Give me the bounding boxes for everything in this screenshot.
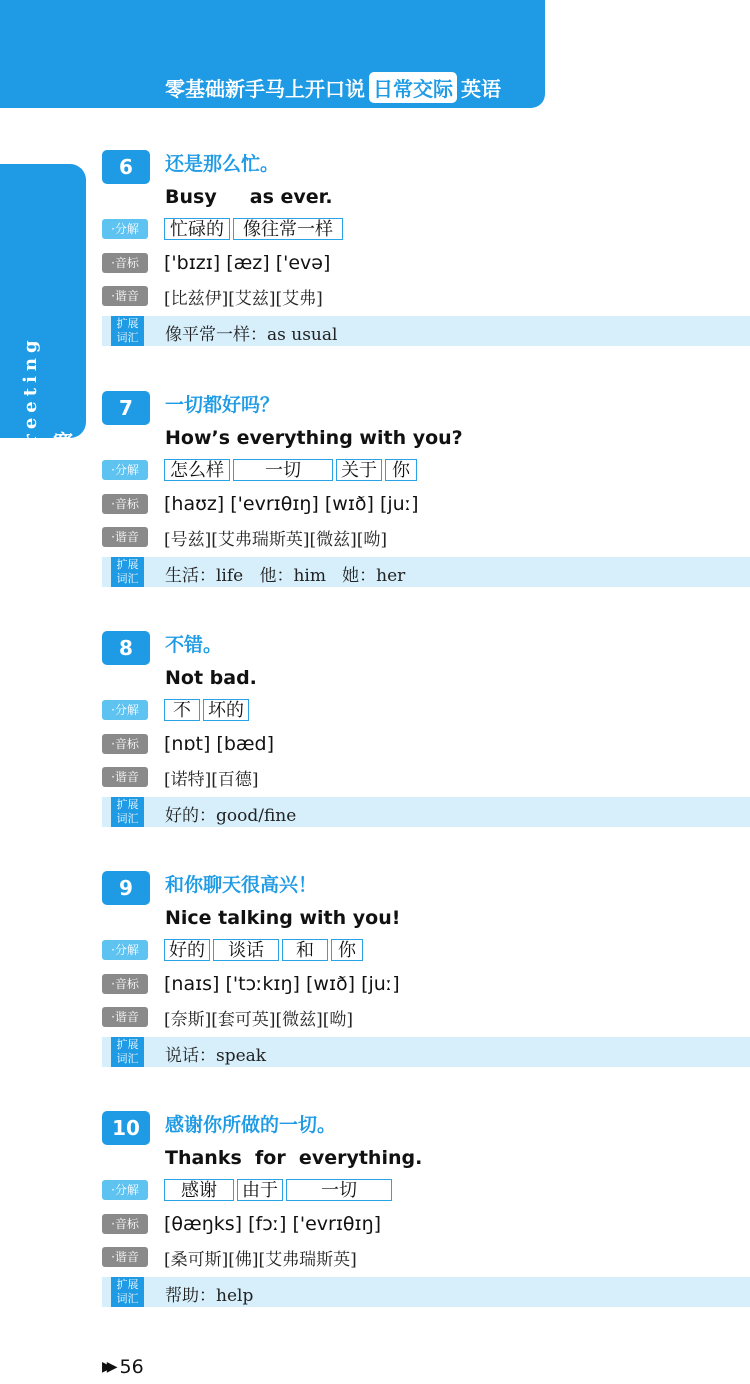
extend-vocab-label: 扩展 词汇 [111, 797, 144, 827]
split-segment: 忙碌的 [164, 218, 230, 240]
split-segment: 坏的 [203, 699, 249, 721]
homophone-label: ·谐音 [102, 527, 148, 547]
extend-vocab-bar [102, 1037, 750, 1067]
entry-english: Busy as ever. [165, 186, 333, 208]
phonetic-row [102, 492, 419, 516]
extend-vocab-text: 像平常一样：as usual [165, 325, 338, 345]
split-row [102, 458, 420, 482]
split-segment: 关于 [336, 459, 382, 481]
split-label: ·分解 [102, 219, 148, 239]
extend-vocab-bar [102, 316, 750, 346]
phonetic-label: ·音标 [102, 1214, 148, 1234]
phonetic-label: ·音标 [102, 734, 148, 754]
entry-english: Thanks for everything. [165, 1147, 423, 1169]
extend-vocab-bar [102, 1277, 750, 1307]
split-segment: 怎么样 [164, 459, 230, 481]
homophone-label: ·谐音 [102, 767, 148, 787]
homophone-text: [奈斯][套可英][微兹][呦] [164, 1009, 354, 1030]
phrase-entry [0, 150, 750, 355]
entry-chinese: 不错。 [165, 634, 223, 656]
chapter-name-zh: 寒暄 [53, 430, 73, 478]
extend-vocab-label: 扩展 词汇 [111, 1277, 144, 1307]
extend-vocab-text: 好的：good/fine [165, 806, 297, 826]
homophone-label: ·谐音 [102, 1247, 148, 1267]
book-title-prefix: 零基础新手马上开口说 [165, 77, 365, 101]
phonetic-label: ·音标 [102, 974, 148, 994]
extend-vocab-bar [102, 557, 750, 587]
homophone-row [102, 1005, 353, 1029]
extend-vocab-bar [102, 797, 750, 827]
split-row [102, 938, 366, 962]
extend-vocab-text: 生活：life 他：him 她：her [165, 566, 406, 586]
phonetic-row [102, 972, 400, 996]
entry-number: 9 [102, 871, 150, 905]
split-segment: 你 [331, 939, 363, 961]
entry-english: Not bad. [165, 667, 257, 689]
entry-number: 8 [102, 631, 150, 665]
entry-number: 7 [102, 391, 150, 425]
phrase-entry [0, 1111, 750, 1316]
phrase-entry [0, 391, 750, 596]
double-arrow-icon: ▶▶ [102, 1359, 112, 1375]
entry-chinese: 一切都好吗？ [165, 394, 280, 416]
phrase-entry [0, 871, 750, 1076]
split-segment: 感谢 [164, 1179, 234, 1201]
split-segment: 和 [282, 939, 328, 961]
homophone-text: [桑可斯][佛][艾弗瑞斯英] [164, 1249, 357, 1270]
extend-vocab-text: 帮助：help [165, 1286, 254, 1306]
homophone-label: ·谐音 [102, 286, 148, 306]
phonetic-text: [naɪs] ['tɔːkɪŋ] [wɪð] [juː] [164, 973, 400, 995]
entry-number: 6 [102, 150, 150, 184]
book-header-band [0, 0, 545, 108]
book-title-highlight: 日常交际 [369, 72, 457, 103]
phonetic-label: ·音标 [102, 253, 148, 273]
homophone-row [102, 765, 259, 789]
entry-chinese: 还是那么忙。 [165, 153, 280, 175]
entry-chinese: 感谢你所做的一切。 [165, 1114, 337, 1136]
extend-vocab-label: 扩展 词汇 [111, 1037, 144, 1067]
homophone-row [102, 1245, 357, 1269]
extend-vocab-text: 说话：speak [165, 1046, 267, 1066]
homophone-text: [号兹][艾弗瑞斯英][微兹][呦] [164, 529, 388, 550]
entry-english: How’s everything with you? [165, 427, 463, 449]
homophone-row [102, 525, 387, 549]
phrase-entry [0, 631, 750, 836]
split-row [102, 1178, 395, 1202]
split-label: ·分解 [102, 1180, 148, 1200]
split-segment: 一切 [286, 1179, 392, 1201]
chapter-name-en: Greeting [20, 335, 41, 464]
homophone-label: ·谐音 [102, 1007, 148, 1027]
split-segment: 谈话 [213, 939, 279, 961]
homophone-text: [比兹伊][艾兹][艾弗] [164, 288, 323, 309]
homophone-text: [诺特][百德] [164, 769, 259, 790]
split-row [102, 217, 346, 241]
page-number [102, 1356, 144, 1378]
phonetic-row [102, 732, 274, 756]
extend-vocab-label: 扩展 词汇 [111, 316, 144, 346]
homophone-row [102, 284, 323, 308]
extend-vocab-label: 扩展 词汇 [111, 557, 144, 587]
phonetic-label: ·音标 [102, 494, 148, 514]
split-segment: 好的 [164, 939, 210, 961]
page-number-text: 56 [119, 1356, 144, 1378]
phonetic-text: ['bɪzɪ] [æz] ['evə] [164, 252, 331, 274]
split-label: ·分解 [102, 700, 148, 720]
phonetic-text: [nɒt] [bæd] [164, 733, 275, 755]
book-title [165, 72, 501, 103]
phonetic-row [102, 251, 330, 275]
entry-number: 10 [102, 1111, 150, 1145]
entry-chinese: 和你聊天很高兴！ [165, 874, 318, 896]
entry-english: Nice talking with you! [165, 907, 401, 929]
book-title-suffix: 英语 [461, 77, 501, 101]
phonetic-text: [θæŋks] [fɔː] ['evrɪθɪŋ] [164, 1213, 382, 1235]
phonetic-row [102, 1212, 381, 1236]
phonetic-text: [haʊz] ['evrɪθɪŋ] [wɪð] [juː] [164, 493, 419, 515]
split-label: ·分解 [102, 940, 148, 960]
split-segment: 像往常一样 [233, 218, 343, 240]
split-segment: 你 [385, 459, 417, 481]
split-row [102, 698, 252, 722]
split-segment: 不 [164, 699, 200, 721]
split-label: ·分解 [102, 460, 148, 480]
split-segment: 由于 [237, 1179, 283, 1201]
split-segment: 一切 [233, 459, 333, 481]
